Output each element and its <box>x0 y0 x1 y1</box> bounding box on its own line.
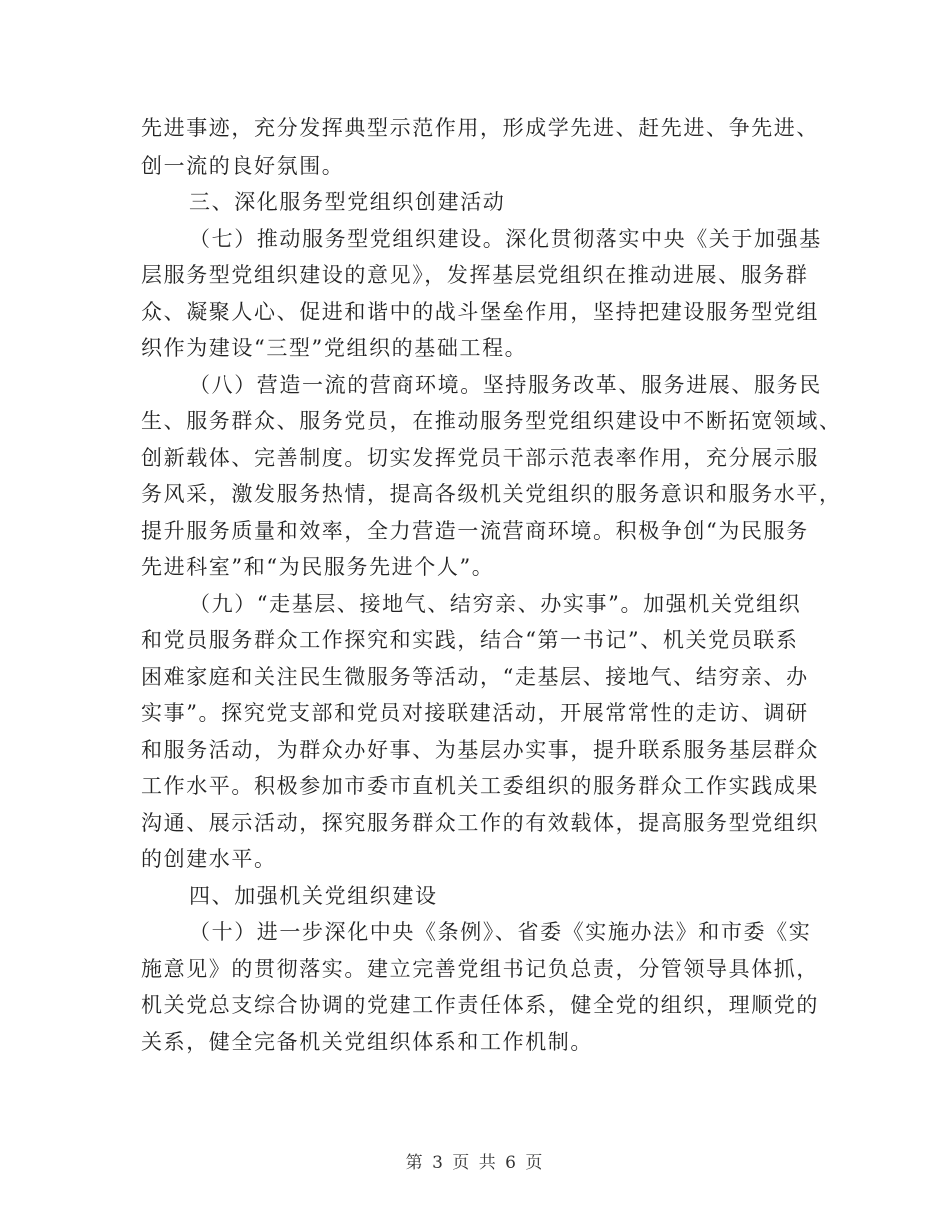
section-heading: 三、深化服务型党组织创建活动 <box>189 190 506 214</box>
text-line: 务风采，激发服务热情，提高各级机关党组织的服务意识和服务水平， <box>141 482 842 506</box>
text-line: 提升服务质量和效率，全力营造一流营商环境。积极争创“为民服务 <box>141 519 809 543</box>
paragraph-first-line: （八）营造一流的营商环境。坚持服务改革、服务进展、服务民 <box>189 373 822 397</box>
text-line: 施意见》的贯彻落实。建立完善党组书记负总责，分管领导具体抓， <box>141 957 819 981</box>
text-line: 沟通、展示活动，探究服务群众工作的有效载体，提高服务型党组织 <box>141 811 819 835</box>
text-line: 织作为建设“三型”党组织的基础工程。 <box>141 336 528 360</box>
text-line: 先进事迹，充分发挥典型示范作用，形成学先进、赶先进、争先进、 <box>141 116 819 140</box>
paragraph-first-line: （十）进一步深化中央《条例》、省委《实施办法》和市委《实 <box>189 920 812 944</box>
text-line: 众、凝聚人心、促进和谐中的战斗堡垒作用，坚持把建设服务型党组 <box>141 300 819 324</box>
paragraph-first-line: （七）推动服务型党组织建设。深化贯彻落实中央《关于加强基 <box>189 227 822 251</box>
text-line: 和服务活动，为群众办好事、为基层办实事，提升联系服务基层群众 <box>141 738 819 762</box>
text-line: 创新载体、完善制度。切实发挥党员干部示范表率作用，充分展示服 <box>141 446 819 470</box>
text-line: 和党员服务群众工作探究和实践，结合“第一书记”、机关党员联系 <box>141 628 799 652</box>
text-line: 层服务型党组织建设的意见》，发挥基层党组织在推动进展、服务群 <box>141 263 809 287</box>
section-heading: 四、加强机关党组织建设 <box>189 884 438 908</box>
text-line: 工作水平。积极参加市委市直机关工委组织的服务群众工作实践成果 <box>141 774 819 798</box>
text-line: 实事”。探究党支部和党员对接联建活动，开展常常性的走访、调研 <box>141 701 809 725</box>
text-line: 机关党总支综合协调的党建工作责任体系，健全党的组织，理顺党的 <box>141 993 819 1017</box>
text-line: 困难家庭和关注民生微服务等活动，“走基层、接地气、结穷亲、办 <box>141 665 809 689</box>
paragraph-first-line: （九）“走基层、接地气、结穷亲、办实事”。加强机关党组织 <box>189 592 802 616</box>
text-line: 关系，健全完备机关党组织体系和工作机制。 <box>141 1030 593 1054</box>
text-line: 生、服务群众、服务党员，在推动服务型党组织建设中不断拓宽领域、 <box>141 409 842 433</box>
text-line: 的创建水平。 <box>141 847 277 871</box>
text-line: 创一流的良好氛围。 <box>141 154 345 178</box>
page-number-footer: 第 3 页 共 6 页 <box>405 1153 545 1173</box>
text-line: 先进科室”和“为民服务先进个人”。 <box>141 555 495 579</box>
